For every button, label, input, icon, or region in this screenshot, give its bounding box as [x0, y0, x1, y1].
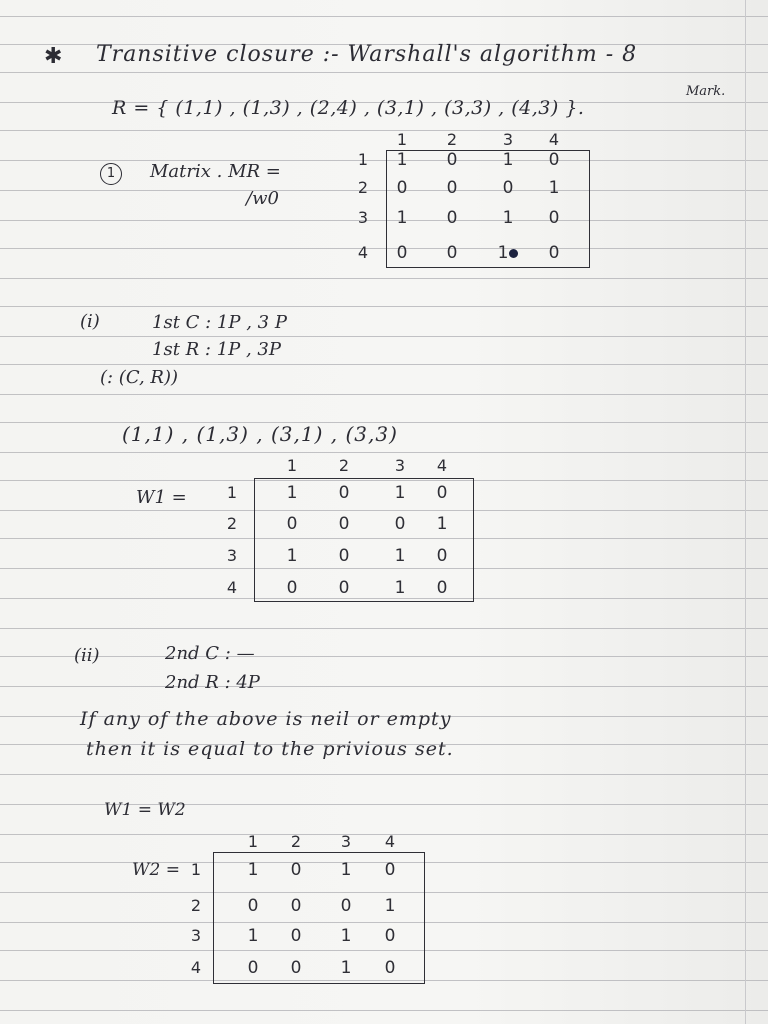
row-header: 4	[190, 958, 202, 977]
matrix-cell: 0	[548, 150, 560, 170]
matrix-cell: 1	[493, 243, 523, 263]
matrix-cell: 0	[446, 178, 458, 198]
matrix-cell: 0	[436, 578, 448, 598]
column-header: 2	[446, 130, 458, 149]
matrix-cell: 1	[394, 483, 406, 503]
column-header: 4	[384, 832, 396, 851]
note-line-1: If any of the above is neil or empty	[80, 708, 452, 730]
column-header: 1	[247, 832, 259, 851]
matrix-cell: 0	[446, 150, 458, 170]
matrix-cell: 0	[446, 243, 458, 263]
matrix-cell: 1	[396, 208, 408, 228]
column-header: 3	[394, 456, 406, 475]
matrix-cell: 0	[290, 860, 302, 880]
step-number: 1	[106, 166, 116, 181]
ruled-line	[0, 686, 768, 687]
matrix-cell: 1	[394, 546, 406, 566]
row-header: 3	[190, 926, 202, 945]
matrix-cell: 0	[338, 483, 350, 503]
part-i-row-line: 1st R : 1P , 3P	[152, 339, 281, 360]
part-i-column-line: 1st C : 1P , 3 P	[152, 312, 287, 333]
row-header: 3	[357, 208, 369, 227]
matrix-cell: 0	[548, 208, 560, 228]
matrix-cell: 1	[396, 150, 408, 170]
ruled-line	[0, 16, 768, 17]
column-header: 2	[338, 456, 350, 475]
ruled-line	[0, 364, 768, 365]
row-header: 1	[190, 860, 202, 879]
ruled-line	[0, 248, 768, 249]
w1-label: W1 =	[136, 487, 187, 508]
matrix-cell: 1	[436, 514, 448, 534]
row-header: 1	[226, 483, 238, 502]
relation-set: R = { (1,1) , (1,3) , (2,4) , (3,1) , (3,3) , (4,3) }.	[112, 97, 585, 119]
part-ii-label: (ii)	[74, 645, 100, 666]
part-i-pairs: (1,1) , (1,3) , (3,1) , (3,3)	[122, 422, 398, 446]
column-header: 2	[290, 832, 302, 851]
ruled-line	[0, 306, 768, 307]
matrix-cell: 1	[548, 178, 560, 198]
column-header: 3	[340, 832, 352, 851]
ruled-line	[0, 1010, 768, 1011]
w2-label: W2 =	[132, 860, 180, 880]
matrix-cell: 0	[384, 860, 396, 880]
matrix-cell: 0	[340, 896, 352, 916]
matrix-cell: 0	[286, 578, 298, 598]
row-header: 4	[226, 578, 238, 597]
row-header: 1	[357, 150, 369, 169]
column-header: 4	[436, 456, 448, 475]
ruled-line	[0, 394, 768, 395]
matrix-cell: 0	[290, 958, 302, 978]
matrix-cell: 1	[286, 546, 298, 566]
matrix-cell: 0	[286, 514, 298, 534]
matrix-cell: 1	[502, 208, 514, 228]
matrix-cell: 0	[396, 178, 408, 198]
matrix-cell: 1	[340, 958, 352, 978]
matrix-cell: 1	[247, 926, 259, 946]
matrix-cell: 0	[384, 958, 396, 978]
matrix-cell: 1	[340, 926, 352, 946]
row-header: 2	[190, 896, 202, 915]
page-title: Transitive closure :- Warshall's algorithm - 8	[96, 42, 638, 67]
matrix-cell: 0	[338, 578, 350, 598]
note-line-2: then it is equal to the privious set.	[86, 738, 454, 760]
column-header: 4	[548, 130, 560, 149]
title-mark: Mark.	[686, 84, 726, 99]
matrix-cell: 1	[286, 483, 298, 503]
ruled-line	[0, 220, 768, 221]
row-header: 2	[357, 178, 369, 197]
row-header: 3	[226, 546, 238, 565]
matrix-mr-label: Matrix . MR =	[150, 161, 281, 182]
matrix-cell: 0	[436, 483, 448, 503]
ruled-line	[0, 774, 768, 775]
matrix-cell: 0	[290, 896, 302, 916]
ruled-line	[0, 72, 768, 73]
matrix-cell: 0	[338, 546, 350, 566]
ruled-line	[0, 160, 768, 161]
part-ii-column-line: 2nd C : —	[165, 643, 255, 664]
column-header: 1	[286, 456, 298, 475]
matrix-cell: 1	[247, 860, 259, 880]
w1-equals-w2: W1 = W2	[104, 800, 186, 820]
matrix-cell: 1	[394, 578, 406, 598]
matrix-cell: 0	[502, 178, 514, 198]
matrix-cell: 0	[338, 514, 350, 534]
ruled-line	[0, 278, 768, 279]
matrix-cell: 0	[436, 546, 448, 566]
part-ii-row-line: 2nd R : 4P	[165, 672, 260, 693]
matrix-cell: 0	[247, 958, 259, 978]
part-i-label: (i)	[80, 311, 100, 332]
ruled-line	[0, 656, 768, 657]
matrix-mr-sublabel: /w0	[246, 188, 279, 209]
ruled-line	[0, 190, 768, 191]
matrix-cell: 0	[446, 208, 458, 228]
column-header: 3	[502, 130, 514, 149]
ruled-line	[0, 452, 768, 453]
step-number-circle	[100, 163, 122, 185]
matrix-cell: 0	[290, 926, 302, 946]
page-edge-line	[745, 0, 746, 1024]
matrix-cell: 0	[548, 243, 560, 263]
matrix-cell: 1	[384, 896, 396, 916]
ruled-line	[0, 628, 768, 629]
matrix-cell: 0	[384, 926, 396, 946]
matrix-cell: 1	[340, 860, 352, 880]
row-header: 4	[357, 243, 369, 262]
ink-blot-icon	[509, 249, 518, 258]
column-header: 1	[396, 130, 408, 149]
matrix-cell: 1	[502, 150, 514, 170]
ruled-line	[0, 336, 768, 337]
asterisk-icon: ✱	[44, 44, 63, 69]
matrix-cell: 0	[247, 896, 259, 916]
ruled-line	[0, 130, 768, 131]
part-i-pair-rule: (: (C, R))	[100, 367, 179, 388]
matrix-cell: 0	[396, 243, 408, 263]
row-header: 2	[226, 514, 238, 533]
matrix-cell: 0	[394, 514, 406, 534]
